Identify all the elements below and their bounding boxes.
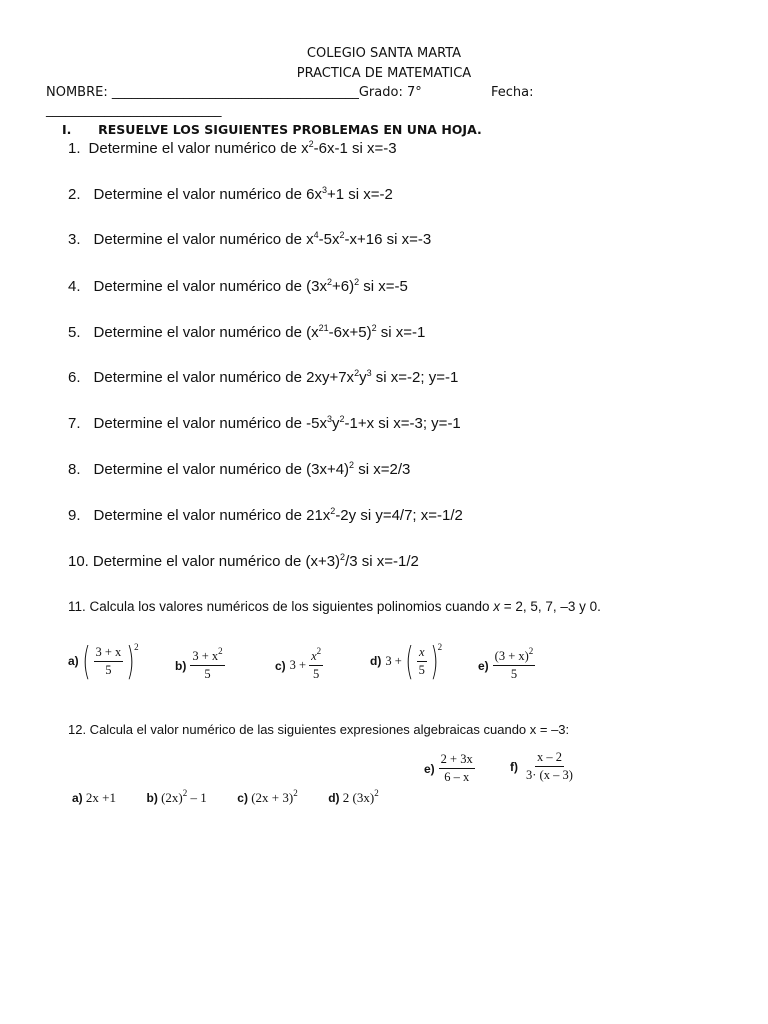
problem-text: Determine el valor numérico de (x+3) — [92, 553, 341, 570]
problem-number: 1. — [68, 140, 81, 157]
label-a: a) — [72, 791, 83, 805]
exponent: 4 — [313, 230, 319, 240]
label-b: b) — [146, 791, 158, 805]
label-d: d) — [370, 654, 382, 668]
left-paren: ( — [82, 639, 91, 683]
exponent: 2 — [326, 277, 332, 287]
exponent: 2 — [339, 414, 345, 424]
numerator — [493, 646, 536, 666]
left-paren: ( — [405, 639, 414, 683]
exponent: 2 — [330, 506, 336, 516]
label-c: c) — [275, 658, 286, 673]
right-paren: ) — [430, 639, 439, 683]
expression-b-tail: – 1 — [187, 790, 207, 805]
problem-text: -x+16 si x=-3 — [344, 231, 432, 248]
problem-text: -2y si y=4/7; x=-1/2 — [335, 507, 463, 524]
denominator: 5 — [204, 667, 211, 681]
problem-11-text: 11. Calcula los valores numéricos de los siguientes polinomios cuando — [68, 599, 494, 614]
exponent: 2 — [340, 552, 346, 562]
problem-text: y — [331, 415, 340, 432]
problem-text: si x=-2; y=-1 — [371, 369, 459, 386]
problem-number: 2. — [68, 186, 81, 203]
problem-text: Determine el valor numérico de (x — [93, 324, 319, 341]
problem-text: -5x — [318, 231, 340, 248]
problem-text: -6x-1 si x=-3 — [313, 140, 397, 157]
exponent: 2 — [316, 646, 322, 656]
problem-text: si x=-5 — [359, 278, 408, 295]
numerator: 3 + x — [94, 645, 124, 662]
exponent: 2 — [339, 230, 345, 240]
exponent: 2 — [354, 368, 360, 378]
label-e: e) — [424, 761, 435, 776]
numerator: 2 + 3x — [439, 752, 475, 769]
problem-number: 5. — [68, 324, 81, 341]
exponent: 2 — [218, 646, 223, 656]
fraction-e — [493, 646, 536, 682]
name-grade-line: NOMBRE: ______________________________________Grado: 7° — [46, 85, 422, 100]
numerator-text: (3 + x) — [494, 649, 529, 663]
date-line: ___________________________ — [46, 103, 222, 118]
exponent: 2 — [437, 642, 443, 652]
exponent: 2 — [371, 323, 377, 333]
numerator: x – 2 — [535, 750, 564, 767]
denominator: 6 – x — [444, 770, 470, 784]
problem-11-b — [175, 646, 225, 682]
problem-text: Determine el valor numérico de 2xy+7x — [93, 369, 355, 386]
problem-number: 6. — [68, 369, 81, 386]
expression-b: (2x) — [161, 790, 183, 805]
problem-text: Determine el valor numérico de 6x — [93, 186, 322, 203]
problem-11-variable: x — [493, 599, 500, 614]
fraction-12e — [439, 752, 475, 785]
problem-11-a — [68, 639, 139, 683]
exponent: 2 — [374, 788, 379, 798]
date-label: Fecha: — [491, 85, 534, 100]
denominator: 5 — [510, 667, 518, 681]
problem-item — [68, 507, 463, 524]
label-a: a) — [68, 654, 79, 668]
numerator: x — [417, 645, 427, 662]
exponent: 2 — [134, 642, 139, 652]
exponent: 2 — [349, 460, 355, 470]
exponent: 3 — [321, 185, 327, 195]
exponent: 3 — [326, 414, 332, 424]
section-number: I. — [62, 122, 72, 137]
exponent: 2 — [182, 788, 188, 798]
problem-text: Determine el valor numérico de (3x+4) — [93, 461, 350, 478]
problem-11-values: = 2, 5, 7, –3 y 0. — [499, 599, 601, 614]
constant-term: 3 + — [289, 658, 307, 672]
problem-number: 10. — [68, 553, 89, 570]
problem-12-e — [424, 752, 475, 785]
denominator: 5 — [418, 662, 425, 677]
expression-c: (2x + 3) — [251, 790, 294, 805]
right-paren: ) — [126, 639, 135, 683]
problem-item — [68, 461, 410, 478]
problem-text: +6) — [331, 278, 355, 295]
numerator-text: 3 + x — [192, 649, 219, 663]
problem-text: +1 si x=-2 — [326, 186, 393, 203]
problem-number: 4. — [68, 278, 81, 295]
problem-item — [68, 278, 408, 295]
problem-item — [68, 369, 458, 386]
problem-11-d — [370, 639, 443, 683]
numerator — [190, 646, 224, 666]
problem-11-e — [478, 646, 535, 682]
problem-item — [68, 140, 397, 157]
exponent: 2 — [293, 788, 298, 798]
label-e: e) — [478, 658, 489, 673]
problem-12-f — [510, 750, 575, 783]
problem-text: -1+x si x=-3; y=-1 — [344, 415, 461, 432]
problem-text: y — [359, 369, 367, 386]
fraction-a — [94, 645, 124, 678]
label-b: b) — [175, 658, 187, 673]
problem-number: 7. — [68, 415, 81, 432]
problem-item — [68, 415, 461, 432]
problem-item — [68, 231, 431, 248]
problem-11-statement — [68, 599, 601, 614]
problem-number: 3. — [68, 231, 81, 248]
problem-12-statement: 12. Calcula el valor numérico de las siguientes expresiones algebraicas cuando x = –3: — [68, 722, 570, 737]
problem-text: Determine el valor numérico de -5x — [93, 415, 327, 432]
section-heading — [62, 122, 482, 137]
numerator — [309, 646, 323, 666]
exponent: 21 — [318, 323, 329, 333]
problem-number: 8. — [68, 461, 81, 478]
problem-text: Determine el valor numérico de x — [93, 231, 314, 248]
fraction-d — [417, 645, 427, 678]
exponent: 2 — [354, 277, 360, 287]
problem-item — [68, 324, 425, 341]
exponent: 3 — [366, 368, 372, 378]
label-d: d) — [328, 791, 340, 805]
problem-text: /3 si x=-1/2 — [345, 553, 419, 570]
problem-12-row — [72, 790, 379, 806]
denominator: 5 — [105, 662, 112, 677]
label-c: c) — [237, 791, 248, 805]
fraction-b — [190, 646, 224, 682]
label-f: f) — [510, 759, 518, 774]
expression-a: 2x +1 — [85, 790, 117, 805]
problem-text: Determine el valor numérico de (3x — [93, 278, 327, 295]
section-title: RESUELVE LOS SIGUIENTES PROBLEMAS EN UNA HOJA. — [98, 122, 482, 137]
problem-text: Determine el valor numérico de 21x — [93, 507, 331, 524]
problem-item — [68, 186, 393, 203]
problem-item — [68, 553, 419, 570]
problem-text: -6x+5) — [328, 324, 372, 341]
exponent: 2 — [308, 139, 314, 149]
denominator: 5 — [313, 667, 320, 681]
problem-number: 9. — [68, 507, 81, 524]
denominator: 3· (x – 3) — [526, 768, 573, 782]
exponent: 2 — [528, 646, 534, 656]
school-name: COLEGIO SANTA MARTA — [306, 46, 462, 61]
fraction-12f — [524, 750, 575, 783]
constant-term: 3 + — [385, 653, 402, 668]
worksheet-title: PRACTICA DE MATEMATICA — [296, 66, 472, 81]
variable: x — [311, 649, 317, 663]
problem-text: si x=2/3 — [354, 461, 411, 478]
problem-text: si x=-1 — [376, 324, 426, 341]
expression-d: 2 (3x) — [342, 790, 375, 805]
problem-text: Determine el valor numérico de x — [88, 140, 309, 157]
fraction-c — [309, 646, 323, 682]
problem-11-c — [275, 646, 323, 682]
